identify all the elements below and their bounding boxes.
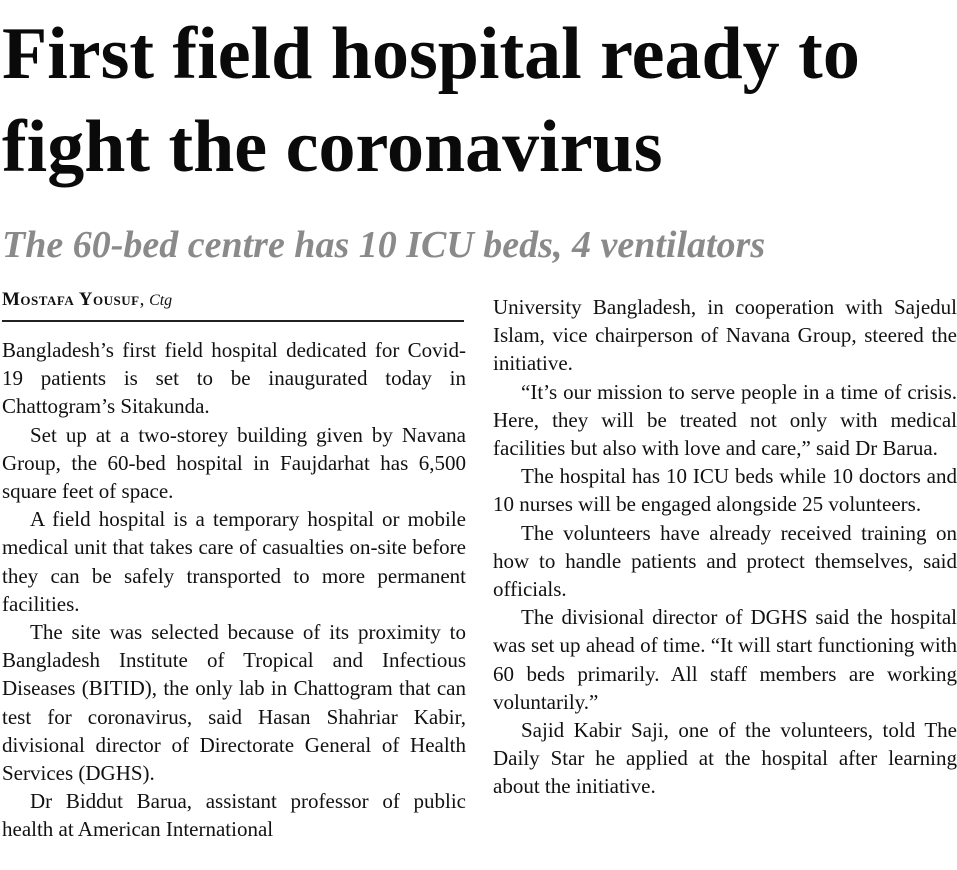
paragraph: Bangladesh’s first field hospital dedicated for Covid-19 patients is set to be inaugurated today in Chattogram’s Sitakunda. <box>2 338 466 419</box>
headline: First field hospital ready to fight the coronavirus <box>2 13 860 188</box>
subheadline: The 60-bed centre has 10 ICU beds, 4 ventilators <box>2 224 766 266</box>
byline-location: Ctg <box>149 292 173 309</box>
article-column-left <box>2 336 466 844</box>
byline-author: Mostafa Yousuf <box>2 289 140 310</box>
paragraph: “It’s our mission to serve people in a time of crisis. Here, they will be treated not only with medical facilities but also with love and care,” said Dr Barua. <box>493 379 957 461</box>
paragraph: Set up at a two-storey building given by Navana Group, the 60-bed hospital in Faujdarhat has 6,500 square feet of space. <box>2 422 466 504</box>
byline: Mostafa Yousuf, Ctg <box>2 287 464 322</box>
paragraph: Dr Biddut Barua, assistant professor of public health at American International <box>2 789 466 842</box>
article-column-right <box>493 293 957 801</box>
paragraph: The divisional director of DGHS said the hospital was set up ahead of time. “It will start functioning with 60 beds primarily. All staff members are working voluntarily.” <box>493 605 957 714</box>
paragraph: The site was selected because of its proximity to Bangladesh Institute of Tropical and Infectious Diseases (BITID), the only lab in Chattogram that can test for coronavirus, said Hasan Shahriar Kabir, divisional director of Directorate General of Health Services (DGHS). <box>2 620 466 786</box>
paragraph: University Bangladesh, in cooperation with Sajedul Islam, vice chairperson of Navana Group, steered the initiative. <box>493 295 957 376</box>
paragraph: The hospital has 10 ICU beds while 10 doctors and 10 nurses will be engaged alongside 25 volunteers. <box>493 464 957 517</box>
paragraph: A field hospital is a temporary hospital or mobile medical unit that takes care of casualties on-site before they can be safely transported to more permanent facilities. <box>2 507 466 616</box>
paragraph: Sajid Kabir Saji, one of the volunteers, told The Daily Star he applied at the hospital after learning about the initiative. <box>493 718 957 799</box>
paragraph: The volunteers have already received training on how to handle patients and protect themselves, said officials. <box>493 520 957 602</box>
